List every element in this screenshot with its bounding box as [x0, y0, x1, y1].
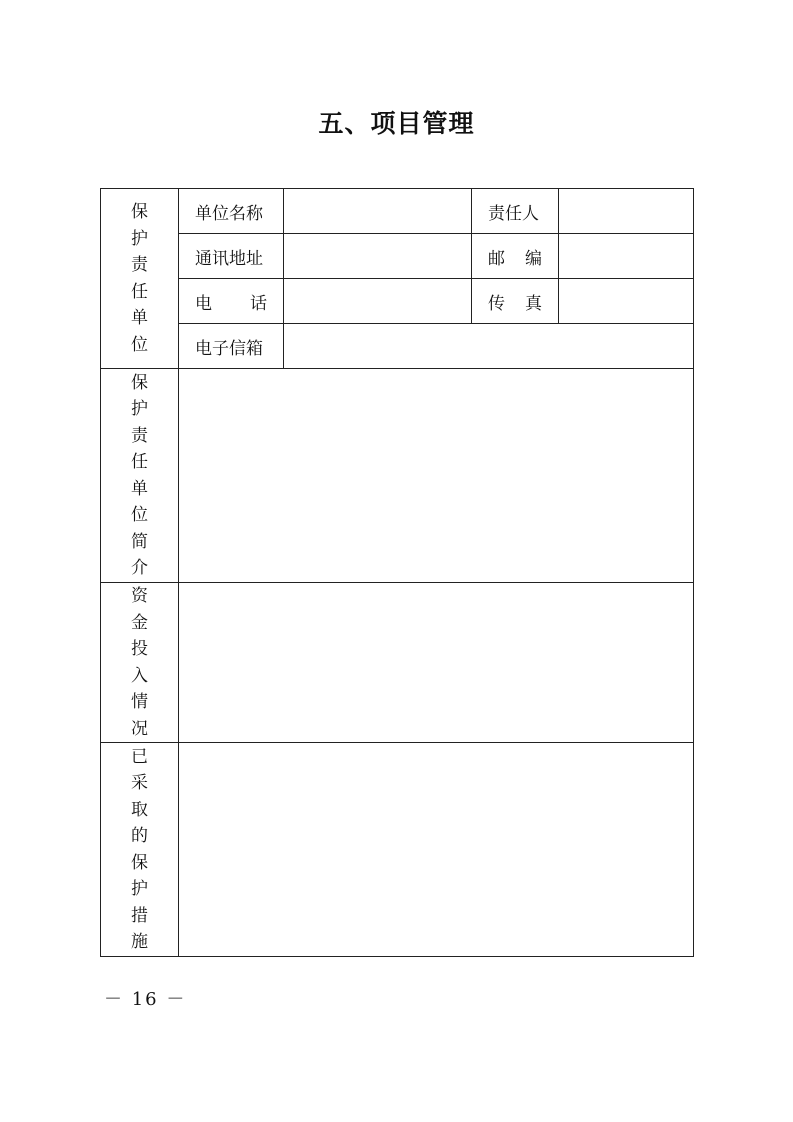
label-char: 况 [131, 718, 148, 739]
label-char: 责 [131, 255, 148, 275]
section-label-protection-unit [101, 189, 179, 369]
label-char: 保 [131, 852, 148, 873]
label-char: 位 [131, 334, 148, 355]
page-number: － 16 － [104, 989, 187, 1010]
responsible-person-value[interactable] [559, 189, 694, 234]
label-char: 护 [131, 228, 148, 249]
unit-name-value[interactable] [284, 189, 472, 234]
label-char: 施 [131, 932, 148, 952]
phone-label [179, 279, 284, 324]
label-char: 的 [131, 826, 148, 846]
fax-label-char: 传 [488, 293, 505, 314]
row-unit-name [101, 189, 694, 234]
label-char: 金 [131, 612, 148, 633]
label-char: 资 [131, 586, 148, 606]
page-title: 五、项目管理 [318, 109, 475, 138]
unit-intro-value[interactable] [179, 369, 694, 583]
label-char: 介 [131, 558, 148, 578]
row-measures [101, 743, 694, 957]
postcode-label-char: 编 [525, 248, 542, 269]
fax-value[interactable] [559, 279, 694, 324]
row-funds [101, 583, 694, 743]
label-char: 任 [131, 452, 148, 472]
label-char: 位 [131, 505, 148, 525]
address-label: 通讯地址 [179, 234, 284, 279]
postcode-label [472, 234, 559, 279]
label-char: 任 [131, 281, 148, 302]
postcode-label-char: 邮 [488, 248, 505, 269]
label-char: 单 [131, 478, 148, 499]
section-label-measures [101, 743, 179, 957]
postcode-value[interactable] [559, 234, 694, 279]
funds-value[interactable] [179, 583, 694, 743]
unit-name-label: 单位名称 [179, 189, 284, 234]
label-char: 保 [131, 202, 148, 222]
responsible-person-label: 责任人 [472, 189, 559, 234]
fax-label [472, 279, 559, 324]
label-char: 单 [131, 308, 148, 328]
phone-label-char: 电 [195, 293, 212, 314]
project-management-form [100, 188, 694, 957]
section-label-funds [101, 583, 179, 743]
label-char: 取 [131, 799, 148, 820]
label-char: 已 [131, 746, 148, 767]
section-label-unit-intro [101, 369, 179, 583]
label-char: 护 [131, 879, 148, 899]
label-char: 简 [131, 531, 148, 552]
row-email [101, 324, 694, 369]
phone-label-char: 话 [250, 293, 267, 314]
row-address [101, 234, 694, 279]
label-char: 责 [131, 425, 148, 446]
measures-value[interactable] [179, 743, 694, 957]
email-value[interactable] [284, 324, 694, 369]
label-char: 入 [131, 665, 148, 686]
label-char: 采 [131, 773, 148, 793]
label-char: 保 [131, 372, 148, 393]
row-intro [101, 369, 694, 583]
address-value[interactable] [284, 234, 472, 279]
label-char: 护 [131, 399, 148, 419]
label-char: 情 [131, 692, 148, 712]
fax-label-char: 真 [525, 293, 542, 314]
email-label: 电子信箱 [179, 324, 284, 369]
row-phone [101, 279, 694, 324]
label-char: 措 [131, 905, 148, 926]
label-char: 投 [131, 639, 148, 659]
phone-value[interactable] [284, 279, 472, 324]
